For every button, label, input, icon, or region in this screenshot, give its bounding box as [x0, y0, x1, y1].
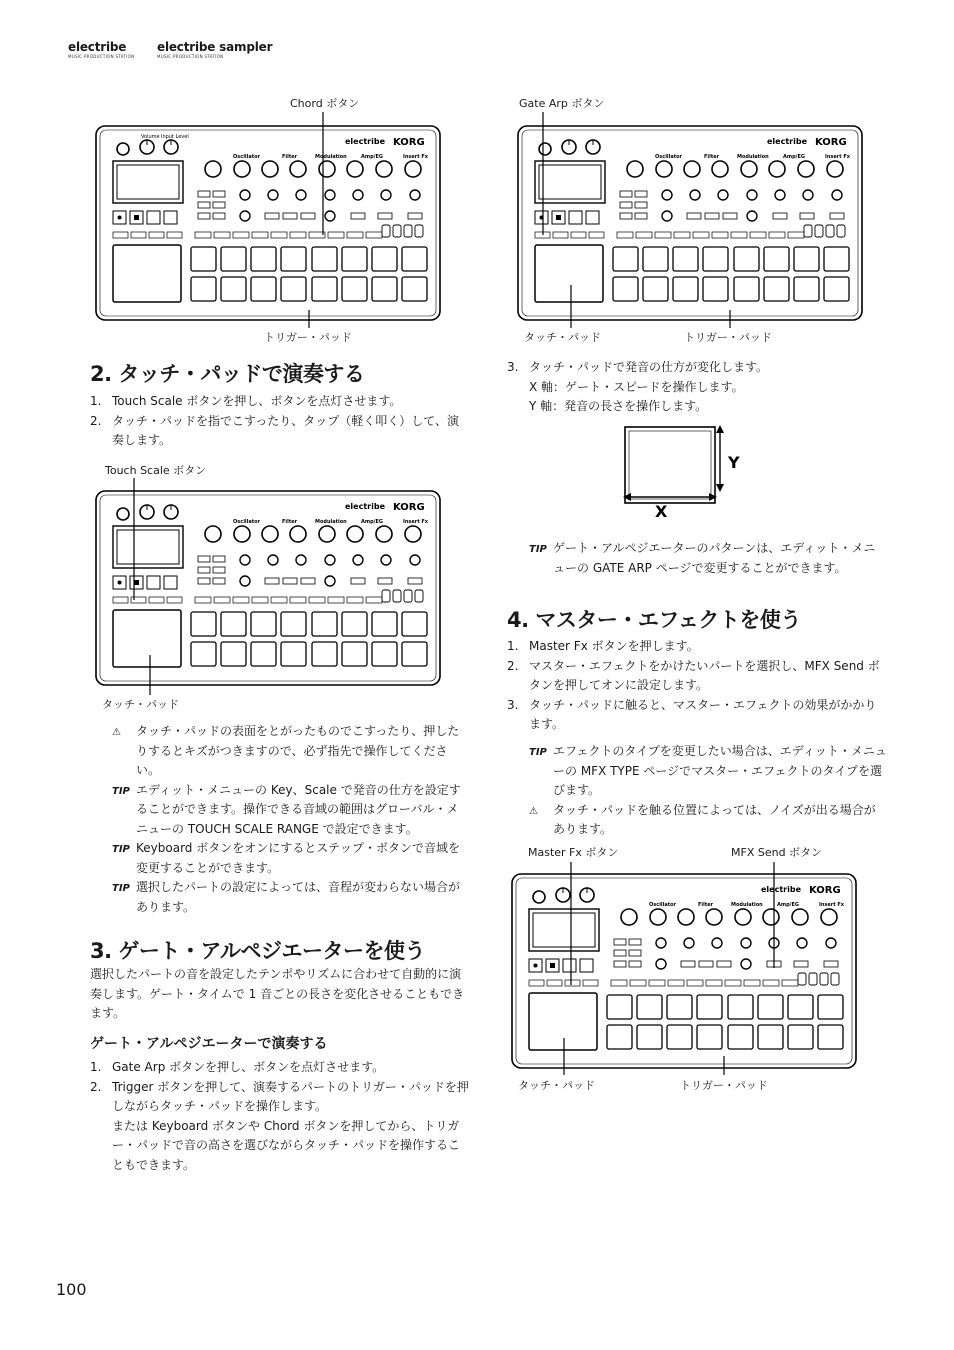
caution-icon: ⚠	[112, 727, 121, 738]
fig1-trigger-label: トリガー・パッド	[264, 331, 352, 344]
logo-label: electribe	[761, 885, 801, 894]
filter-label: Filter	[282, 519, 298, 525]
logo-label: electribe	[345, 502, 385, 511]
fig4-trigger-label: トリガー・パッド	[680, 1079, 768, 1092]
ifx-label: Insert Fx	[403, 154, 429, 160]
tip-note: TIP 選択したパートの設定によっては、音程が変わらない場合があります。	[112, 880, 461, 914]
axis-y-label: Y	[728, 453, 740, 472]
logo-label: electribe	[345, 137, 385, 146]
tip-icon: TIP	[112, 844, 130, 855]
ifx-label: Insert Fx	[403, 519, 429, 525]
axis-x-label: X	[655, 502, 668, 521]
korg-label: KORG	[815, 137, 847, 148]
ifx-label: Insert Fx	[819, 902, 845, 908]
list-item: 1. Master Fx ボタンを押します。	[507, 639, 699, 653]
amp-label: Amp/EG	[783, 154, 806, 160]
korg-label: KORG	[393, 502, 425, 513]
fig4-mfx-label: MFX Send ボタン	[731, 846, 823, 859]
knob-volume-label: Volume	[141, 134, 160, 140]
osc-label: Oscillator	[233, 519, 260, 525]
fig3-touchscale-label: Touch Scale ボタン	[105, 464, 207, 477]
tip-note: TIP エフェクトのタイプを変更したい場合は、エディット・メニューの MFX TYPE ページでマスター・エフェクトのタイプを選びます。	[529, 744, 887, 797]
brand-electribe: electribe	[68, 40, 127, 54]
fig2-trigger-label: トリガー・パッド	[684, 331, 772, 344]
caution-note: ⚠ タッチ・パッドの表面をとがったものでこすったり、押したりするとキズがつきますので、必ず指先で操作してください。	[112, 724, 460, 777]
section2-heading: 2. タッチ・パッドで演奏する	[90, 362, 365, 386]
osc-label: Oscillator	[649, 902, 676, 908]
filter-label: Filter	[704, 154, 720, 160]
logo-label: electribe	[767, 137, 807, 146]
brand-sampler-sub: MUSIC PRODUCTION STATION	[157, 54, 224, 59]
tip-icon: TIP	[529, 544, 547, 555]
caution-note: ⚠ タッチ・パッドを触る位置によっては、ノイズが出る場合があります。	[529, 802, 876, 836]
list-item: 3. タッチ・パッドで発音の仕方が変化します。 X 軸：ゲート・スピードを操作します。 Y 軸：発音の長さを操作します。	[507, 360, 769, 413]
fig3-touch-label: タッチ・パッド	[102, 698, 179, 711]
amp-label: Amp/EG	[361, 519, 384, 525]
list-item: 1. Touch Scale ボタンを押し、ボタンを点灯させます。	[90, 394, 402, 408]
mod-label: Modulation	[315, 154, 347, 160]
mod-label: Modulation	[737, 154, 769, 160]
ifx-label: Insert Fx	[825, 154, 851, 160]
fig1-chord-label: Chord ボタン	[290, 97, 360, 110]
list-item: 1. Gate Arp ボタンを押し、ボタンを点灯させます。	[90, 1060, 385, 1074]
tip-note: TIP ゲート・アルペジエーターのパターンは、エディット・メニューの GATE ARP ページで変更することができます。	[529, 541, 876, 575]
page-number: 100	[56, 1280, 87, 1299]
amp-label: Amp/EG	[361, 154, 384, 160]
korg-label: KORG	[809, 885, 841, 896]
step2-extra: または Keyboard ボタンや Chord ボタンを押してから、トリガー・パッドで音の高さを選びながらタッチ・パッドを操作することもできます。	[112, 1118, 461, 1172]
brand-sampler: electribe sampler	[157, 40, 273, 54]
fig2-touch-label: タッチ・パッド	[524, 331, 601, 344]
section3-intro: 選択したパートの音を設定したテンポやリズムに合わせて自動的に演奏します。ゲート・タイムで 1 音ごとの長さを変化させることもできます。	[90, 967, 465, 1020]
filter-label: Filter	[282, 154, 298, 160]
brand-electribe-sub: MUSIC PRODUCTION STATION	[68, 54, 135, 59]
fig2-gatearp-label: Gate Arp ボタン	[519, 97, 605, 110]
list-item: 2. タッチ・パッドを指でこすったり、タップ（軽く叩く）して、演奏します。	[90, 413, 460, 447]
list-item: 3. タッチ・パッドに触ると、マスター・エフェクトの効果がかかります。	[507, 697, 877, 731]
fig4-master-label: Master Fx ボタン	[528, 846, 619, 859]
knob-input-label: Input Level	[161, 134, 189, 140]
amp-label: Amp/EG	[777, 902, 800, 908]
osc-label: Oscillator	[655, 154, 682, 160]
filter-label: Filter	[698, 902, 714, 908]
tip-icon: TIP	[112, 883, 130, 894]
list-item: 2. マスター・エフェクトをかけたいパートを選択し、MFX Send ボタンを押してオンに設定します。	[507, 658, 880, 692]
mod-label: Modulation	[315, 519, 347, 525]
section3-subheading: ゲート・アルペジエーターで演奏する	[90, 1036, 328, 1052]
section3-heading: 3. ゲート・アルペジエーターを使う	[90, 939, 426, 963]
tip-icon: TIP	[529, 747, 547, 758]
osc-label: Oscillator	[233, 154, 260, 160]
caution-icon: ⚠	[529, 805, 538, 817]
list-item: 2. Trigger ボタンを押して、演奏するパートのトリガー・パッドを押しながらタッチ・パッドを操作します。 または Keyboard ボタンや Chord ボタンを押してから、トリガー・パッドで音の高さを選びながらタッチ・パッドを操作することもできます。	[90, 1078, 470, 1176]
tip-note: TIP Keyboard ボタンをオンにするとステップ・ボタンで音域を変更することができます。	[112, 841, 460, 875]
korg-label: KORG	[393, 137, 425, 148]
fig4-touch-label: タッチ・パッド	[518, 1079, 595, 1092]
section4-heading: 4. マスター・エフェクトを使う	[507, 608, 801, 632]
tip-icon: TIP	[112, 785, 130, 797]
mod-label: Modulation	[731, 902, 763, 908]
tip-note: TIP エディット・メニューの Key、Scale で発音の仕方を設定することができます。操作できる音域の範囲はグローバル・メニューの TOUCH SCALE RANGE で設定できます。	[112, 782, 461, 836]
